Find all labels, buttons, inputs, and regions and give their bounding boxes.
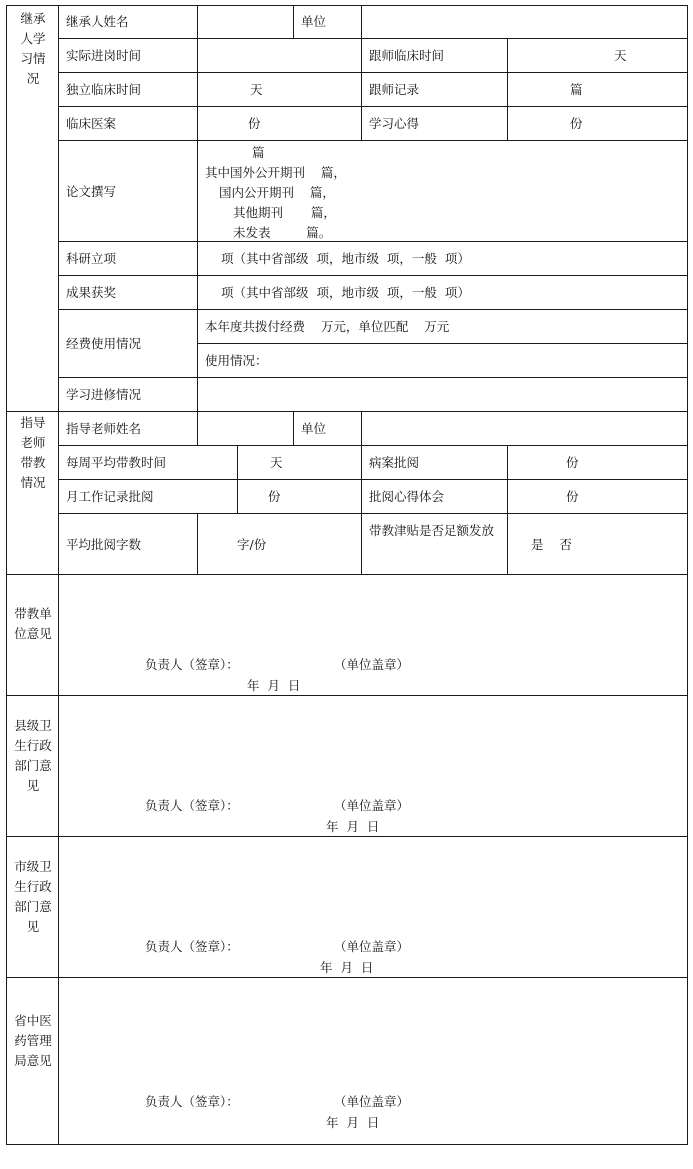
research-text: 项（其中省部级 项，地市级 项，一般 项） [221, 251, 470, 266]
awards-text: 项（其中省部级 项，地市级 项，一般 项） [221, 285, 470, 300]
opinion-title-4: 省中医药管理局意见 [14, 1013, 52, 1068]
opinion-date-2: 年 月 日 [326, 819, 380, 834]
opinion-title-1: 带教单位意见 [14, 606, 52, 641]
opinion-sign-2: 负责人（签章）： [145, 798, 239, 813]
papers-line-4: 其他期刊 篇， [233, 205, 336, 220]
papers-label: 论文撰写 [66, 184, 117, 199]
avg-words-label: 平均批阅字数 [66, 537, 142, 552]
teacher-unit-label: 单位 [301, 421, 327, 436]
notes-review-unit: 份 [566, 489, 579, 504]
unit-label: 单位 [301, 14, 327, 29]
opinion-sign-1: 负责人（签章）： [145, 657, 239, 672]
study-label: 学习进修情况 [66, 387, 142, 402]
clinic-time-label: 跟师临床时间 [369, 48, 445, 63]
allowance-options: 是 否 [531, 537, 572, 552]
notes-review-label: 批阅心得体会 [369, 489, 445, 504]
opinion-date-3: 年 月 日 [320, 960, 374, 975]
opinion-title-3: 市级卫生行政部门意见 [14, 859, 52, 934]
indep-time-label: 独立临床时间 [66, 82, 142, 97]
research-label: 科研立项 [66, 251, 117, 266]
papers-line-1: 篇 [252, 145, 265, 160]
weekly-label: 每周平均带教时间 [66, 455, 167, 470]
opinion-seal-3: （单位盖章） [334, 939, 410, 954]
section2-title: 指导 老师 带教 情况 [20, 415, 46, 490]
clinic-time-unit: 天 [614, 48, 627, 63]
funds-label: 经费使用情况 [66, 336, 142, 351]
awards-label: 成果获奖 [66, 285, 117, 300]
case-review-label: 病案批阅 [369, 455, 420, 470]
notes-label: 学习心得 [369, 116, 420, 131]
papers-line-5: 未发表 篇。 [233, 225, 332, 240]
weekly-unit: 天 [270, 455, 283, 470]
indep-time-unit: 天 [250, 82, 263, 97]
allowance-label: 带教津贴是否足额发放 [369, 523, 495, 538]
funds-text: 本年度共拨付经费 万元，单位匹配 万元 [205, 319, 450, 334]
opinion-seal-2: （单位盖章） [334, 798, 410, 813]
papers-line-2: 其中国外公开期刊 篇， [205, 165, 346, 180]
papers-line-3: 国内公开期刊 篇， [219, 185, 335, 200]
opinion-sign-4: 负责人（签章）： [145, 1094, 239, 1109]
monthly-label: 月工作记录批阅 [66, 489, 154, 504]
notes-unit: 份 [570, 116, 583, 131]
records-unit: 篇 [570, 82, 583, 97]
avg-words-unit: 字/份 [237, 537, 267, 552]
cases-unit: 份 [248, 116, 261, 131]
funds-usage: 使用情况： [205, 353, 268, 368]
records-label: 跟师记录 [369, 82, 420, 97]
name-label: 继承人姓名 [66, 14, 129, 29]
actual-date-label: 实际进岗时间 [66, 48, 142, 63]
teacher-label: 指导老师姓名 [66, 421, 142, 436]
cases-label: 临床医案 [66, 116, 117, 131]
section1-title: 继承 人学 习情 况 [20, 11, 46, 86]
opinion-date-1: 年 月 日 [247, 678, 301, 693]
case-review-unit: 份 [566, 455, 579, 470]
opinion-sign-3: 负责人（签章）： [145, 939, 239, 954]
opinion-date-4: 年 月 日 [326, 1115, 380, 1130]
opinion-seal-1: （单位盖章） [334, 657, 410, 672]
monthly-unit: 份 [268, 489, 281, 504]
opinion-title-2: 县级卫生行政部门意见 [14, 718, 52, 793]
opinion-seal-4: （单位盖章） [334, 1094, 410, 1109]
